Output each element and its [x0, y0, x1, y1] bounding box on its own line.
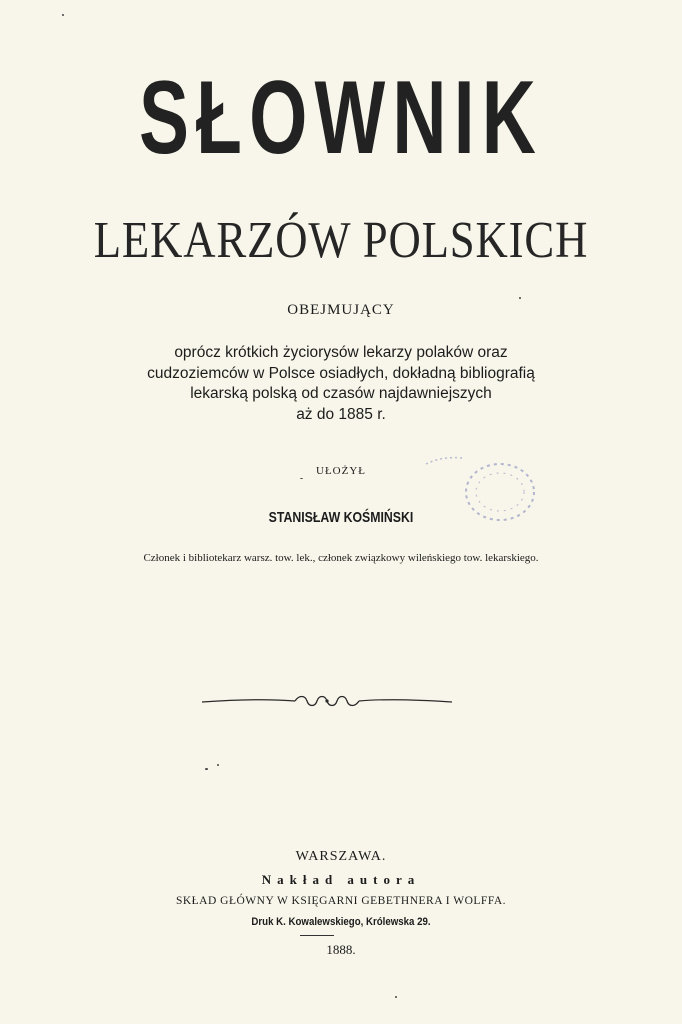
imprint-city: WARSZAWA. — [295, 849, 387, 864]
imprint-publisher: Nakład autora — [261, 872, 421, 887]
imprint-year: 1888. — [326, 942, 356, 957]
author-name: STANISŁAW KOŚMIŃSKI — [268, 509, 414, 526]
description-line: aż do 1885 r. — [296, 405, 386, 423]
paper-speck — [62, 14, 64, 16]
paper-speck — [519, 297, 521, 299]
paper-speck — [217, 764, 219, 766]
author-role: Członek i bibliotekarz warsz. tow. lek., członek związkowy wileńskiego tow. lekarskiego. — [143, 552, 539, 564]
subtitle: LEKARZÓW POLSKICH — [93, 212, 589, 269]
main-title: SŁOWNIK — [139, 60, 543, 176]
compiled-by-label: UŁOŻYŁ — [316, 465, 366, 477]
description-block — [0, 343, 682, 435]
imprint-rule — [300, 935, 334, 936]
ornament-divider-icon — [200, 690, 454, 714]
description-line: lekarską polską od czasów najdawniejszych — [190, 385, 492, 402]
description-line: cudzoziemców w Polsce osiadłych, dokładną bibliografią — [147, 364, 535, 382]
paper-speck — [395, 996, 397, 998]
imprint-printer: Druk K. Kowalewskiego, Królewska 29. — [251, 916, 431, 928]
paper-speck — [205, 768, 208, 770]
paper-speck — [300, 478, 303, 479]
description-line: oprócz krótkich życiorysów lekarzy polaków oraz — [174, 344, 508, 361]
imprint-depot: SKŁAD GŁÓWNY W KSIĘGARNI GEBETHNERA I WOLFFA. — [175, 895, 507, 907]
obejmujacy-label: OBEJMUJĄCY — [287, 302, 395, 318]
library-stamp-icon — [422, 450, 542, 530]
